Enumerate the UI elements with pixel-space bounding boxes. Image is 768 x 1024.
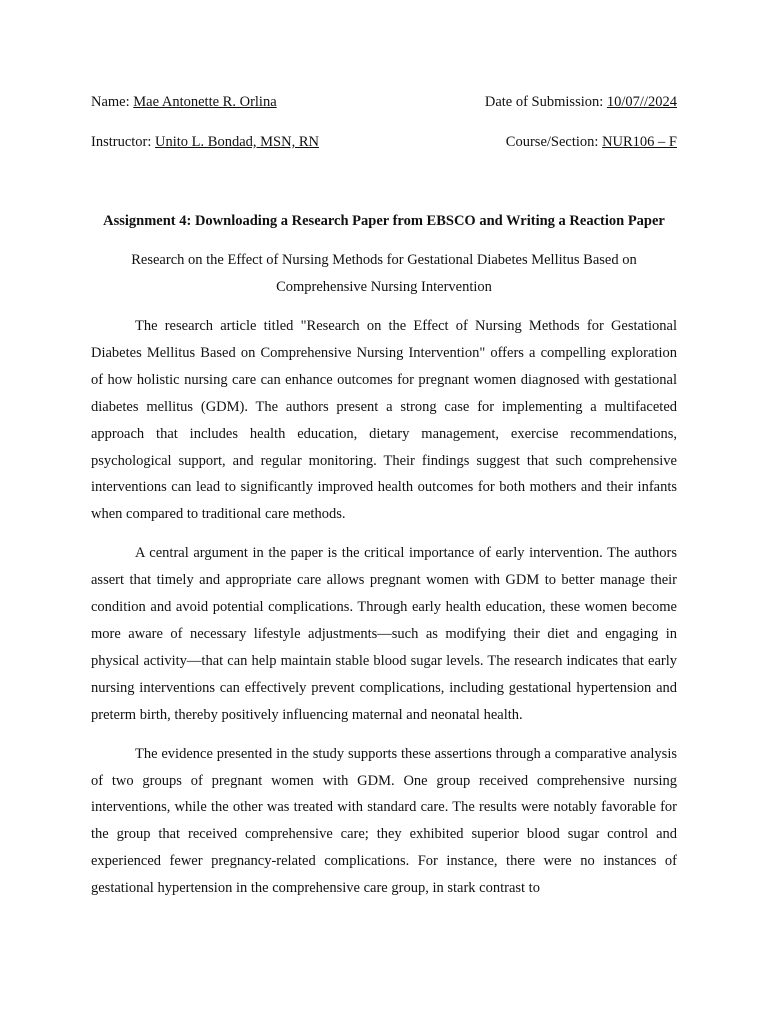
- submission-date: [485, 92, 677, 112]
- name-label: Name:: [91, 94, 134, 110]
- header-row-1: [91, 92, 677, 112]
- date-label: Date of Submission:: [484, 94, 607, 110]
- instructor: [91, 132, 319, 152]
- instructor-value: Unito L. Bondad, MSN, RN: [155, 134, 319, 150]
- assignment-title: Assignment 4: Downloading a Research Paper from EBSCO and Writing a Reaction Paper: [103, 213, 665, 229]
- header-row-2: [91, 132, 677, 152]
- name-value: Mae Antonette R. Orlina: [133, 94, 277, 110]
- date-value: 10/07//2024: [606, 94, 677, 110]
- article-title-line-2: Comprehensive Nursing Intervention: [276, 279, 492, 295]
- course-label: Course/Section:: [505, 134, 603, 150]
- paragraph: A central argument in the paper is the critical importance of early intervention. The authors assert that timely and appropriate care allows pregnant women with GDM to better manage their condition and avoid potential complications. Through early health education, these women become more aware of necessary lifestyle adjustments—such as modifying their diet and engaging in physical activity—that can help maintain stable blood sugar levels. The research indicates that early nursing interventions can effectively prevent complications, including gestational hypertension and preterm birth, thereby positively influencing maternal and neonatal health.: [91, 545, 677, 723]
- student-name: [91, 92, 277, 112]
- reaction-paper-body: [91, 313, 677, 914]
- instructor-label: Instructor:: [91, 134, 156, 150]
- paragraph: The evidence presented in the study supports these assertions through a comparative analysis of two groups of pregnant women with GDM. One group received comprehensive nursing interventions, while the other was treated with standard care. The results were notably favorable for the group that received comprehensive care; they exhibited superior blood sugar control and experienced fewer pregnancy-related complications. For instance, there were no instances of gestational hypertension in the comprehensive care group, in stark contrast to: [91, 745, 677, 897]
- paragraph: The research article titled "Research on the Effect of Nursing Methods for Gestational Diabetes Mellitus Based on Comprehensive Nursing Intervention" offers a compelling exploration of how holistic nursing care can enhance outcomes for pregnant women diagnosed with gestational diabetes mellitus (GDM). The authors present a strong case for implementing a multifaceted approach that includes health education, dietary management, exercise recommendations, psychological support, and regular monitoring. Their findings suggest that such comprehensive interventions can lead to significantly improved health outcomes for both mothers and their infants when compared to traditional care methods.: [91, 318, 677, 523]
- course-value: NUR106 – F: [602, 134, 677, 150]
- course-section: [506, 132, 677, 152]
- article-title: [91, 247, 677, 301]
- article-title-line-1: Research on the Effect of Nursing Methods for Gestational Diabetes Mellitus Based on: [131, 252, 637, 268]
